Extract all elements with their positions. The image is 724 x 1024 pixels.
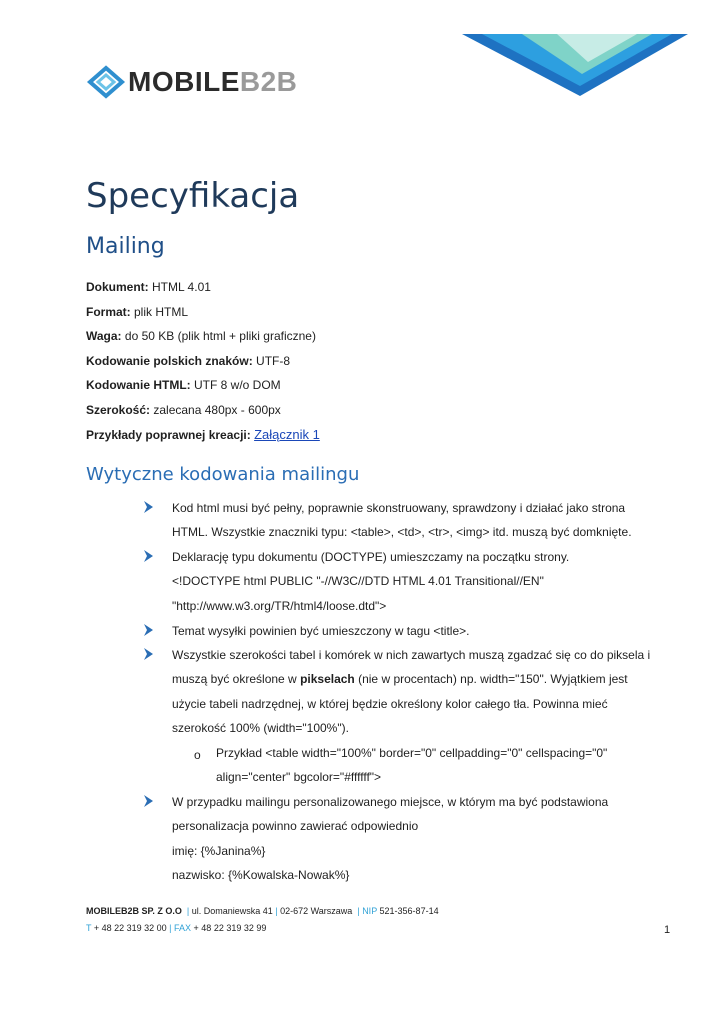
arrow-bullet-icon: [142, 549, 154, 563]
meta-weight: Waga: do 50 KB (plik html + pliki graficzne): [86, 329, 316, 343]
arrow-bullet-icon: [142, 794, 154, 808]
list-item: Wszystkie szerokości tabel i komórek w nich zawartych muszą zgadzać się co do piksela i muszą być określone w pikselach (nie w procentach) np. width="150". Wyjątkiem jest użycie tabeli nadrzędnej, w której będzie określony kolor całego tła. Powinna mieć szerokość 100% (width="100%").: [172, 648, 651, 736]
list-item: Deklarację typu dokumentu (DOCTYPE) umieszczamy na początku strony. <!DOCTYPE html PUBLIC "-//W3C//DTD HTML 4.01 Transitional//EN" "http://www.w3.org/TR/html4/loose.dtd">: [172, 550, 570, 613]
meta-document: Dokument: HTML 4.01: [86, 280, 211, 294]
list-item: W przypadku mailingu personalizowanego miejsce, w którym ma być podstawiona personalizacja powinno zawierać odpowiednio imię: {%Janina%} nazwisko: {%Kowalska-Nowak%}: [172, 795, 609, 883]
attachment-link[interactable]: Załącznik 1: [254, 427, 320, 442]
meta-encoding-polish: Kodowanie polskich znaków: UTF-8: [86, 354, 291, 368]
header-chevron-decoration: [462, 30, 688, 100]
meta-examples: Przykłady poprawnej kreacji: Załącznik 1: [86, 427, 320, 442]
footer-contact-line: T + 48 22 319 32 00 | FAX + 48 22 319 32 99: [86, 923, 267, 933]
list-item: Kod html musi być pełny, poprawnie skonstruowany, sprawdzony i działać jako strona HTML. Wszystkie znaczniki typu: <table>, <td>, <tr>, <img> itd. muszą być domknięte.: [172, 501, 632, 540]
footer-address-line: MOBILEB2B SP. Z O.O | ul. Domaniewska 41 | 02-672 Warszawa | NIP 521-356-87-14: [86, 906, 439, 916]
company-logo: [86, 62, 297, 102]
logo-text: MOBILEB2B: [128, 66, 298, 97]
logo-mark-icon: [86, 62, 126, 102]
meta-format: Format: plik HTML: [86, 305, 189, 319]
meta-width: Szerokość: zalecana 480px - 600px: [86, 403, 281, 417]
page-subtitle: Mailing: [86, 234, 165, 259]
arrow-bullet-icon: [142, 623, 154, 637]
arrow-bullet-icon: [142, 500, 154, 514]
section-heading: Wytyczne kodowania mailingu: [86, 464, 360, 485]
list-item: Temat wysyłki powinien być umieszczony w tagu <title>.: [172, 624, 470, 638]
sub-bullet-marker: o: [194, 748, 201, 762]
page-number: 1: [664, 924, 671, 936]
arrow-bullet-icon: [142, 647, 154, 661]
meta-encoding-html: Kodowanie HTML: UTF 8 w/o DOM: [86, 378, 281, 392]
page-title: Specyfikacja: [86, 176, 300, 216]
sub-list-item: Przykład <table width="100%" border="0" cellpadding="0" cellspacing="0" align="center" bgcolor="#ffffff">: [216, 746, 608, 785]
